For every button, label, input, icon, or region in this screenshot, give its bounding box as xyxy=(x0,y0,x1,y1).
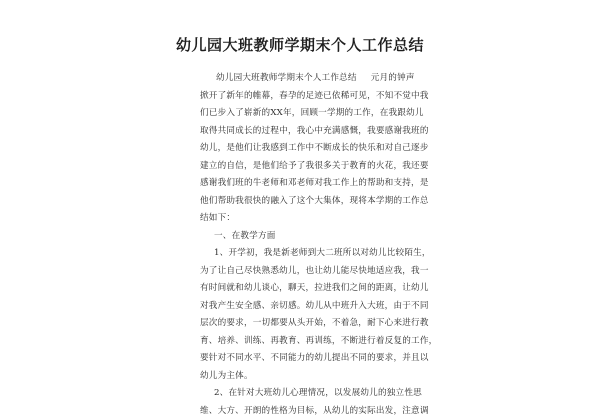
text-line: 层次的要求，一切都要从头开始，不着急，耐下心来进行教 xyxy=(200,315,410,333)
inline-text: 元月的钟声 xyxy=(371,73,415,83)
text-line xyxy=(200,70,410,88)
document-body xyxy=(200,70,410,420)
text-line: 取得共同成长的过程中，我心中充满感慨，我要感谢我班的 xyxy=(200,123,410,141)
text-line: 们已步入了崭新的XX年，回顾一学期的工作，在我跟幼儿 xyxy=(200,105,410,123)
inline-subtitle: 幼儿园大班教师学期末个人工作总结 xyxy=(216,73,357,83)
text-line: 建立的自信，是他们给予了我很多关于教育的火花，我还要 xyxy=(200,158,410,176)
text-line: 结如下： xyxy=(200,210,410,228)
section-heading: 一、在教学方面 xyxy=(200,228,410,246)
text-line: 有时间就和幼儿谈心，聊天，拉进我们之间的距离，让幼儿 xyxy=(200,280,410,298)
text-line: 1、开学初，我是新老师到大二班所以对幼儿比较陌生， xyxy=(200,245,410,263)
text-line: 育、培养、训练、再教育、再训练，不断进行着反复的工作， xyxy=(200,333,410,351)
text-line: 感谢我们班的牛老师和邓老师对我工作上的帮助和支持，是 xyxy=(200,175,410,193)
text-line: 幼儿，是他们让我感到工作中不断成长的快乐和对自己逐步 xyxy=(200,140,410,158)
text-line: 幼儿为主体。 xyxy=(200,368,410,386)
text-line: 要针对不同水平、不同能力的幼儿提出不同的要求，并且以 xyxy=(200,350,410,368)
text-line: 对我产生安全感、亲切感。幼儿从中班升入大班，由于不同 xyxy=(200,298,410,316)
text-line: 维、大方、开朗的性格为目标，从幼儿的实际出发，注意调 xyxy=(200,403,410,420)
text-line: 为了让自己尽快熟悉幼儿，也让幼儿能尽快地适应我，我一 xyxy=(200,263,410,281)
page-title: 幼儿园大班教师学期末个人工作总结 xyxy=(0,34,600,55)
text-line: 掀开了新年的帷幕，春孕的足迹已依稀可见，不知不觉中我 xyxy=(200,88,410,106)
text-line: 他们帮助我很快的融入了这个大集体，现将本学期的工作总 xyxy=(200,193,410,211)
text-line: 2、在针对大班幼儿心理情况，以发展幼儿的独立性思 xyxy=(200,385,410,403)
